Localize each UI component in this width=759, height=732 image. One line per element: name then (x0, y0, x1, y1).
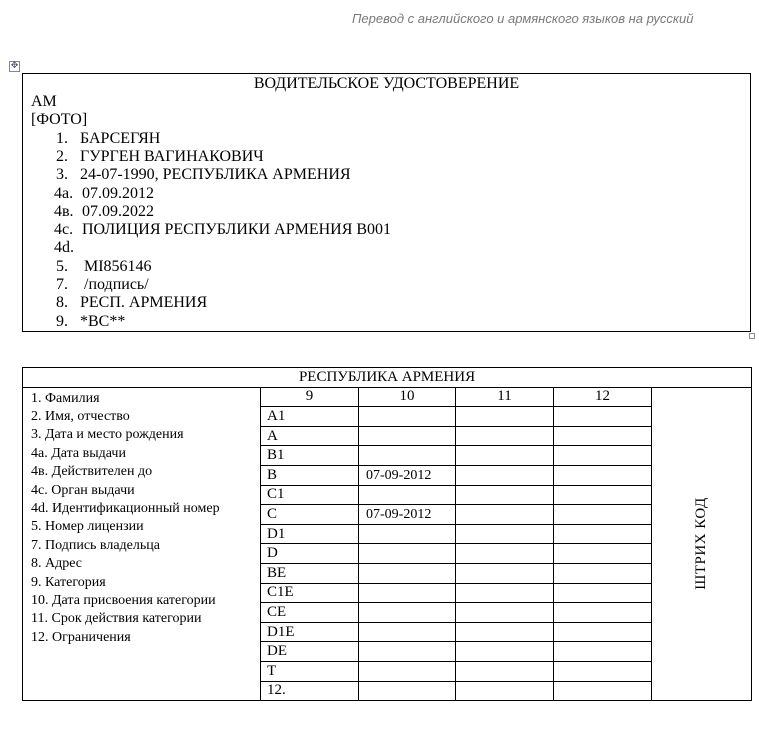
category-cell: DE (261, 642, 359, 662)
category-cell: D1 (261, 524, 359, 544)
field-label: 12. Ограничения (31, 629, 131, 645)
category-cell: CE (261, 603, 359, 623)
date-cell (359, 485, 456, 505)
front-line: 2. ГУРГЕН ВАГИНАКОВИЧ (56, 148, 264, 165)
field-label: 2. Имя, отчество (31, 409, 130, 424)
date-cell (359, 544, 456, 564)
translation-note: Перевод с английского и армянского языков на русский (352, 11, 694, 26)
license-title: ВОДИТЕЛЬСКОЕ УДОСТОВЕРЕНИЕ (253, 75, 520, 92)
empty-cell (456, 426, 554, 446)
front-line: 4c. ПОЛИЦИЯ РЕСПУБЛИКИ АРМЕНИЯ В001 (54, 221, 392, 238)
field-label: 4d. Идентификационный номер (31, 501, 220, 517)
country-code: AM (31, 93, 57, 110)
field-label: 3. Дата и место рождения (31, 427, 184, 443)
date-cell (359, 407, 456, 427)
barcode-area (652, 387, 752, 701)
front-line: 5. MI856146 (56, 258, 152, 275)
category-cell: C1E (261, 583, 359, 603)
empty-cell (554, 485, 652, 505)
date-cell (359, 622, 456, 642)
category-cell: BE (261, 563, 359, 583)
front-line: 9. *ВС** (56, 313, 126, 330)
empty-cell (456, 661, 554, 681)
empty-cell (554, 681, 652, 701)
empty-cell (456, 622, 554, 642)
empty-cell (554, 505, 652, 525)
front-line: 4a. 07.09.2012 (54, 185, 154, 202)
date-cell: 07-09-2012 (359, 465, 456, 485)
empty-cell (554, 407, 652, 427)
empty-cell (456, 505, 554, 525)
field-label: 5. Номер лицензии (31, 519, 144, 535)
column-header: 11 (456, 387, 554, 407)
category-cell: C (261, 505, 359, 525)
column-header: 12 (554, 387, 652, 407)
empty-cell (456, 485, 554, 505)
category-cell: A (261, 426, 359, 446)
column-header: 10 (359, 387, 456, 407)
empty-cell (554, 583, 652, 603)
category-cell: D1E (261, 622, 359, 642)
empty-cell (456, 446, 554, 466)
category-cell: C1 (261, 485, 359, 505)
empty-cell (554, 524, 652, 544)
field-label: 4в. Действителен до (31, 464, 153, 480)
date-cell (359, 603, 456, 623)
empty-cell (456, 544, 554, 564)
table-resize-handle[interactable] (749, 333, 755, 339)
empty-cell (456, 681, 554, 701)
category-cell: B1 (261, 446, 359, 466)
back-title: РЕСПУБЛИКА АРМЕНИЯ (23, 368, 752, 388)
category-cell: D (261, 544, 359, 564)
empty-cell (554, 603, 652, 623)
category-cell: T (261, 661, 359, 681)
front-line: 8. РЕСП. АРМЕНИЯ (56, 294, 208, 311)
field-label: 10. Дата присвоения категории (31, 593, 216, 609)
license-front-table (22, 73, 751, 332)
date-cell (359, 583, 456, 603)
front-line: 3. 24-07-1990, РЕСПУБЛИКА АРМЕНИЯ (56, 166, 351, 183)
empty-cell (456, 465, 554, 485)
date-cell (359, 426, 456, 446)
field-label: 9. Категория (31, 574, 106, 590)
empty-cell (554, 446, 652, 466)
date-cell (359, 642, 456, 662)
license-back-table (22, 367, 752, 701)
empty-cell (554, 426, 652, 446)
category-cell: B (261, 465, 359, 485)
date-cell (359, 524, 456, 544)
empty-cell (554, 563, 652, 583)
front-line: 4d. (54, 239, 74, 256)
field-label: 11. Срок действия категории (31, 611, 202, 627)
empty-cell (554, 642, 652, 662)
barcode-label: ШТРИХ КОД (693, 497, 710, 591)
empty-cell (554, 622, 652, 642)
column-header: 9 (261, 387, 359, 407)
date-cell (359, 563, 456, 583)
front-line: 1. БАРСЕГЯН (56, 130, 161, 147)
field-label: 7. Подпись владельца (31, 537, 160, 553)
field-legend (23, 387, 261, 701)
empty-cell (456, 407, 554, 427)
date-cell (359, 661, 456, 681)
field-label: 1. Фамилия (31, 390, 100, 406)
empty-cell (554, 544, 652, 564)
field-label: 8. Адрес (31, 556, 83, 572)
table-move-handle-icon[interactable]: ✥ (10, 61, 19, 71)
front-line: 7. /подпись/ (56, 276, 149, 293)
category-cell: 12. (261, 681, 359, 701)
empty-cell (456, 563, 554, 583)
front-line: 4в. 07.09.2022 (54, 203, 154, 220)
empty-cell (456, 524, 554, 544)
empty-cell (456, 642, 554, 662)
date-cell: 07-09-2012 (359, 505, 456, 525)
empty-cell (456, 583, 554, 603)
empty-cell (554, 465, 652, 485)
category-cell: A1 (261, 407, 359, 427)
photo-placeholder: [ФОТО] (31, 111, 88, 128)
date-cell (359, 446, 456, 466)
empty-cell (456, 603, 554, 623)
date-cell (359, 681, 456, 701)
field-label: 4с. Орган выдачи (31, 482, 135, 498)
empty-cell (554, 661, 652, 681)
field-label: 4а. Дата выдачи (31, 445, 126, 461)
